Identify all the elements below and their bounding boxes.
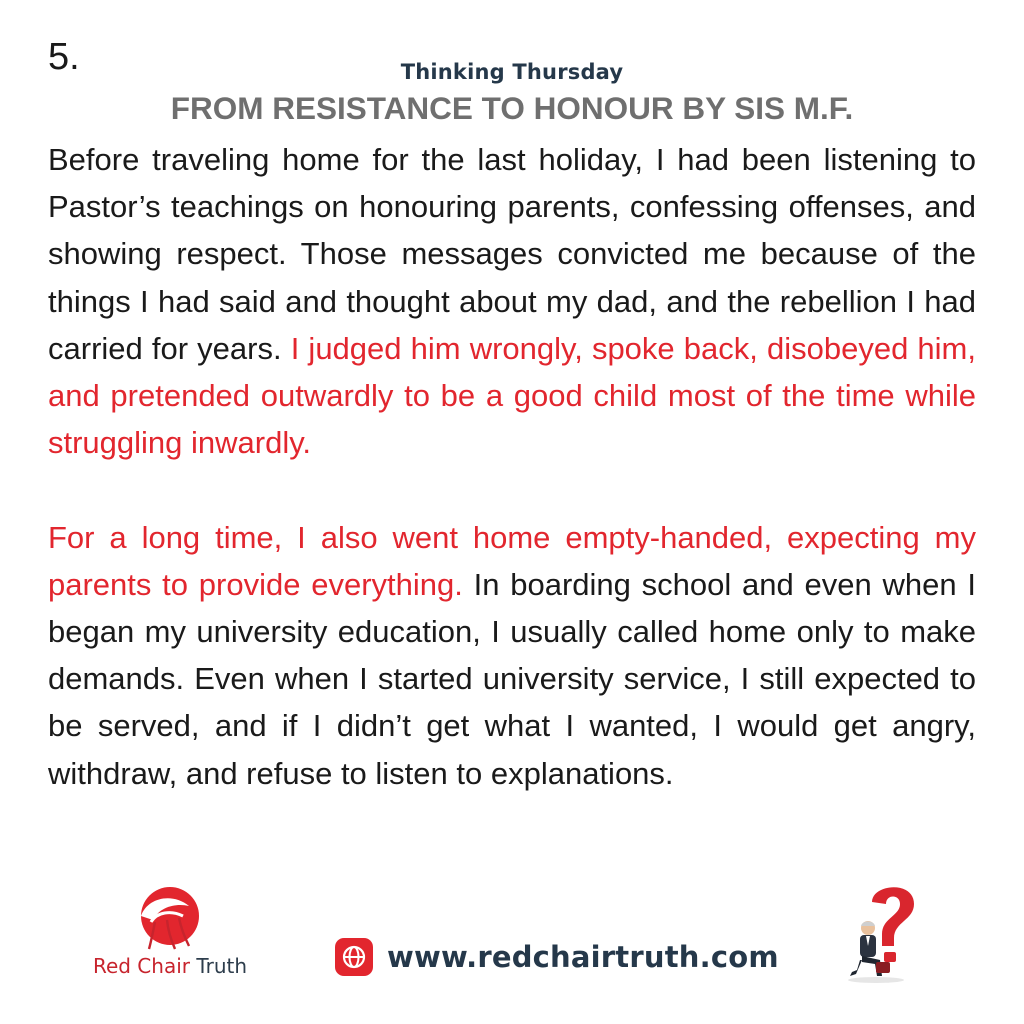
paragraph-1-highlight: I judged him wrongly, spoke back, disobeyed him, and pretended outwardly to be a good child most of the time while struggling inwardly. [48, 330, 976, 461]
paragraph-1 [48, 136, 976, 466]
question-mark-thinker-icon [846, 876, 926, 986]
paragraph-2 [48, 514, 976, 797]
paragraph-2-highlight: For a long time, I also went home empty-handed, expecting my parents to provide everything. [48, 519, 976, 602]
page-number: 5. [48, 36, 80, 78]
globe-icon-glyph [341, 944, 367, 970]
article-body [48, 136, 976, 797]
red-chair-logo-icon [127, 886, 213, 950]
paragraph-1-text: Before traveling home for the last holiday, I had been listening to Pastor’s teachings on honouring parents, confessing offenses, and showing respect. Those messages convicted me because of the things I had said and thought about my dad, and the rebellion I had carried for years. [48, 142, 976, 366]
headline: FROM RESISTANCE TO HONOUR BY SIS M.F. [170, 90, 854, 126]
brand-name-dark: Truth [196, 954, 248, 978]
brand-name-red: Red Chair [92, 954, 190, 978]
globe-icon [335, 938, 373, 976]
website-url: www.redchairtruth.com [387, 940, 779, 974]
brand-name [70, 954, 270, 978]
paragraph-2-text: In boarding school and even when I began my university education, I usually called home only to make demands. Even when I started university service, I still expected to be served, and if I didn’t get what I wanted, I would get angry, withdraw, and refuse to listen to explanations. [48, 566, 976, 791]
series-label: Thinking Thursday [400, 60, 624, 84]
brand-logo [70, 886, 270, 986]
website-link[interactable] [335, 934, 779, 980]
